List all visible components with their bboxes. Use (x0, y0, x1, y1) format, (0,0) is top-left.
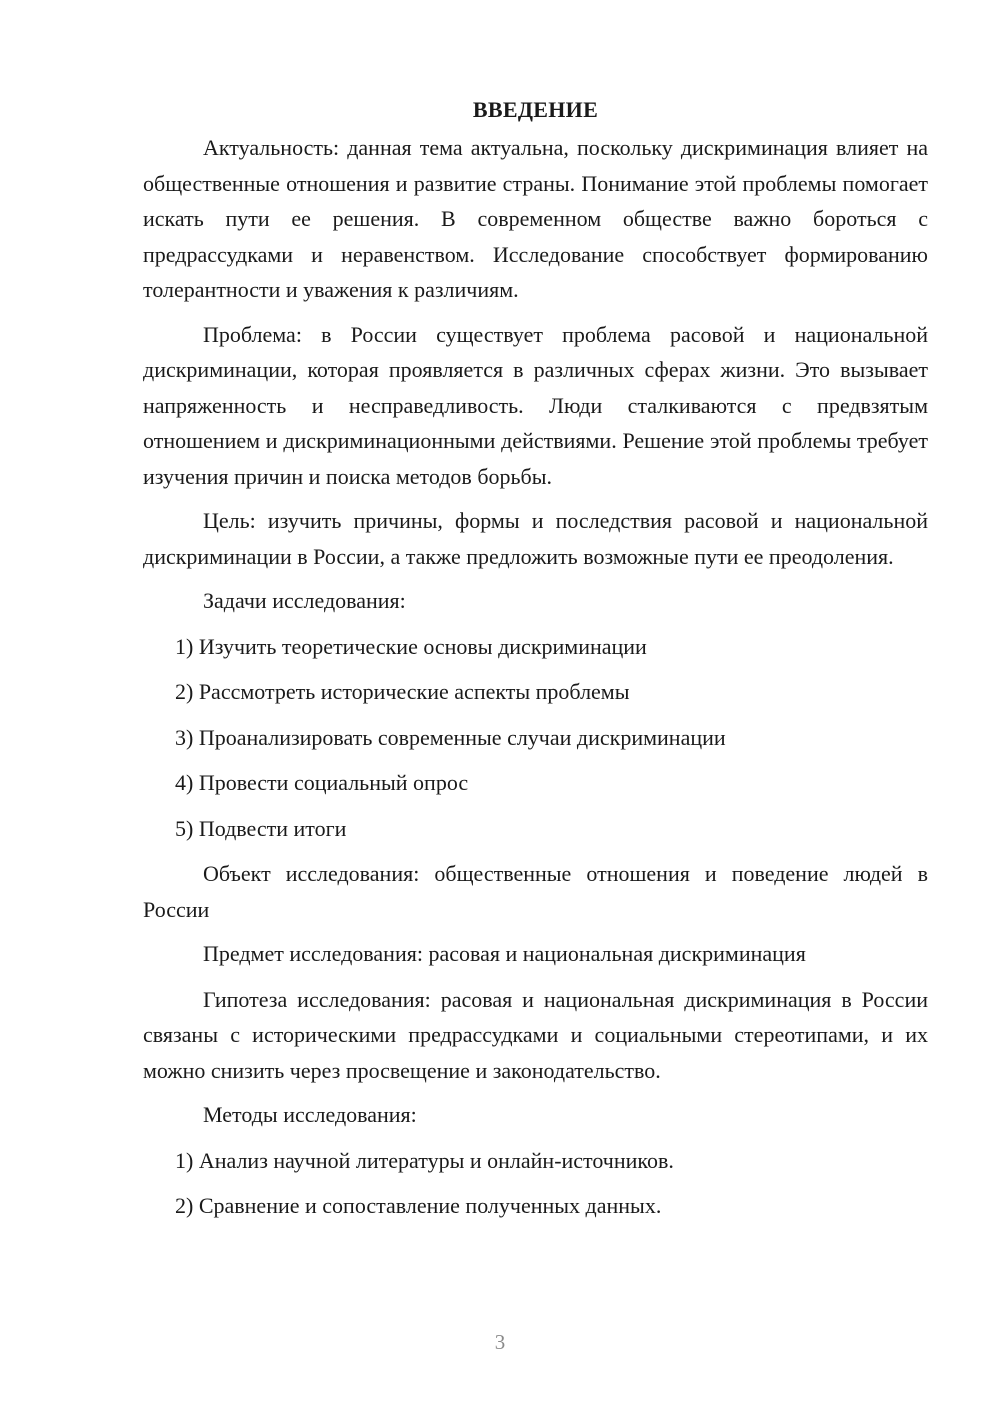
relevance-paragraph: Актуальность: данная тема актуальна, поскольку дискриминация влияет на общественные отношения и развитие страны. Понимание этой проблемы помогает искать пути ее решения. В современном обществе важно бороться с предрассудками и неравенством. Исследование способствует формированию толерантности и уважения к различиям. (143, 135, 928, 302)
document-page (143, 92, 928, 1234)
section-title: ВВЕДЕНИЕ (472, 97, 599, 122)
object-paragraph: Объект исследования: общественные отношения и поведение людей в России (143, 861, 928, 922)
task-item: 2) Рассмотреть исторические аспекты проблемы (175, 679, 630, 704)
method-item: 1) Анализ научной литературы и онлайн-источников. (175, 1147, 674, 1173)
page-number: 3 (494, 1330, 506, 1354)
task-item: 4) Провести социальный опрос (175, 770, 469, 795)
tasks-list (143, 629, 928, 847)
tasks-heading: Задачи исследования: (203, 588, 406, 613)
subject-paragraph: Предмет исследования: расовая и национальная дискриминация (203, 941, 806, 966)
goal-paragraph: Цель: изучить причины, формы и последствия расовой и национальной дискриминации в России, а также предложить возможные пути ее преодоления. (143, 508, 928, 569)
hypothesis-paragraph: Гипотеза исследования: расовая и национальная дискриминация в России связаны с историческими предрассудками и социальными стереотипами, и их можно снизить через просвещение и законодательство. (143, 986, 928, 1083)
task-item: 3) Проанализировать современные случаи дискриминации (175, 724, 726, 750)
task-item: 1) Изучить теоретические основы дискриминации (175, 633, 647, 659)
methods-heading: Методы исследования: (203, 1102, 417, 1127)
method-item: 2) Сравнение и сопоставление полученных данных. (175, 1193, 662, 1218)
methods-list (143, 1143, 928, 1224)
task-item: 5) Подвести итоги (175, 815, 347, 841)
problem-paragraph: Проблема: в России существует проблема расовой и национальной дискриминации, которая проявляется в различных сферах жизни. Это вызывает напряженность и несправедливость. Люди сталкиваются с предвзятым отношением и дискриминационными действиями. Решение этой проблемы требует изучения причин и поиска методов борьбы. (143, 321, 928, 489)
